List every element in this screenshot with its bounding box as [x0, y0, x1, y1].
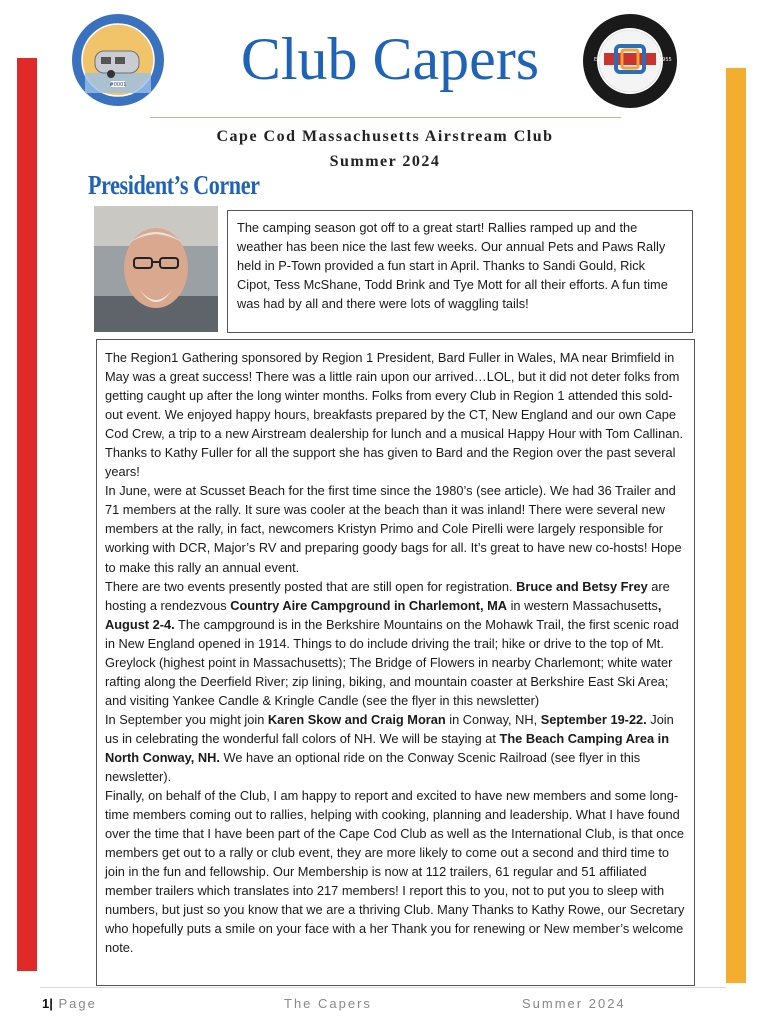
- president-intro-text: The camping season got off to a great start! Rallies ramped up and the weather has been nice the last few weeks. Our annual Pets and Paws Rally held in P-Town provided a fun start in April. Thanks to Sandi Gould, Rick Cipot, Tess McShane, Todd Brink and Tye Mott for all their efforts. A fun time was had by all and there were lots of waggling tails!: [237, 220, 668, 311]
- right-orange-bar: [726, 68, 746, 983]
- footer-divider: [40, 987, 726, 988]
- paragraph-membership: Finally, on behalf of the Club, I am happy to report and excited to have new members and some long-time members coming out to rallies, helping with cooking, planning and leadership. What I have found over the time that I have been part of the Cape Cod Club as well as the International Club, is that once members get out to a rally or club event, they are more likely to come out a second and third time to join in the fun and fellowship. Our Membership is now at 112 trailers, 61 regular and 51 affiliated member trailers which translates into 217 members! I report this to you, not to put you to sleep with numbers, but just so you know that we are a thriving Club. Many Thanks to Kathy Rowe, our Secretary who hopefully puts a smile on your face with a her Thank you for renewing or New member’s welcome note.: [105, 788, 685, 956]
- paragraph-scusset-beach: In June, were at Scusset Beach for the first time since the 1980’s (see article). We had 36 Trailer and 71 members at the rally. It sure was cooler at the beach than it was inland! There were several new members at the rally, in fact, newcomers Kristyn Primo and Cole Pirelli were largely responsible for working with DCR, Major’s RV and preparing goody bags for all. It’s great to have new co-hosts! Hope to make this rally an annual event.: [105, 483, 682, 575]
- paragraph-open-events: There are two events presently posted that are still open for registration. Bruce and Betsy Frey are hosting a rendezvous Country Aire Campground in Charlemont, MA in western Massachusetts, August 2-4. The campground is in the Berkshire Mountains on the Mohawk Trail, the first scenic road in New England opened in 1914. Things to do include driving the trail; hike or drive to the top of Mt. Greylock (highest point in Massachusetts); The Bridge of Flowers in nearby Charlemont; white water rafting along the Deerfield River; zip lining, biking, and mountain coaster at Berkshire East Ski Area; and visiting Yankee Candle & Kringle Candle (see the flyer in this newsletter): [105, 578, 679, 708]
- issue-season: Summer 2024: [329, 153, 441, 170]
- svg-text:EST.: EST.: [594, 57, 605, 63]
- paragraph-region1-gathering: The Region1 Gathering sponsored by Region 1 President, Bard Fuller in Wales, MA near Brimfield in May was a great success! There was a little rain upon our arrived…LOL, but it did not deter folks from getting caught up after the long winter months. Folks from every Club in Region 1 attended this sold-out event. We enjoyed happy hours, breakfasts prepared by the CT, New England and our own Cape Cod Crew, a trip to a new Airstream dealership for lunch and a musical Happy Hour with Tom Callinan. Thanks to Kathy Fuller for all the support she has given to Bard and the Region over the past several years!: [105, 350, 684, 480]
- footer-page-number: 1| Page: [42, 996, 97, 1011]
- presidents-corner-heading: President’s Corner: [88, 170, 260, 200]
- paragraph-september-rally: In September you might join Karen Skow and Craig Moran in Conway, NH, September 19-22. Join us in celebrating the wonderful fall colors of NH. We will be staying at The Beach Camping Area in North Conway, NH. We have an optional ride on the Conway Scenic Railroad (see flyer in this newsletter).: [105, 711, 674, 785]
- svg-text:1955: 1955: [659, 57, 672, 63]
- president-photo: [94, 206, 218, 332]
- left-red-bar: [17, 58, 37, 971]
- president-intro-box: [227, 210, 693, 333]
- footer-issue: Summer 2024: [522, 996, 626, 1011]
- svg-text:#0001: #0001: [109, 82, 127, 88]
- president-letter-box: [96, 339, 695, 986]
- club-name: Cape Cod Massachusetts Airstream Club: [216, 128, 554, 145]
- cape-cod-club-logo: [71, 13, 165, 107]
- footer-publication-name: The Capers: [284, 996, 372, 1011]
- airstream-club-international-logo: [582, 13, 678, 109]
- newsletter-title: Club Capers: [240, 26, 540, 92]
- header-divider: [150, 117, 621, 118]
